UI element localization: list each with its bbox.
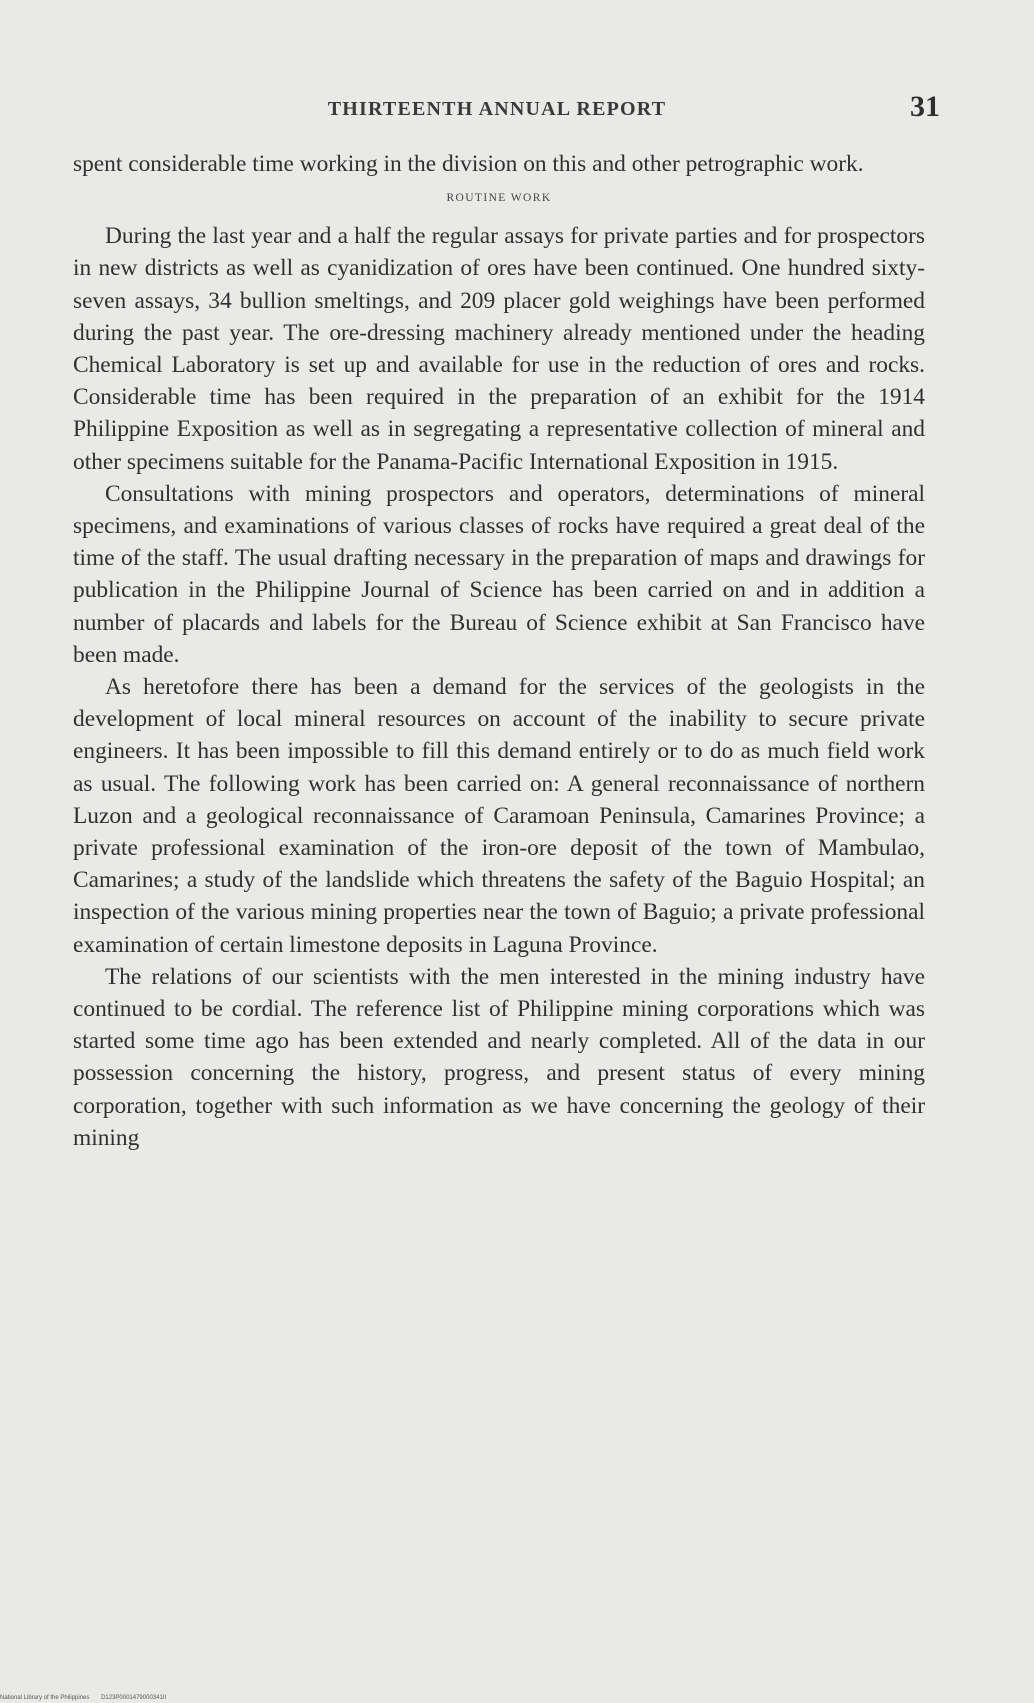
section-heading: ROUTINE WORK: [446, 192, 552, 205]
paragraph-continued: spent considerable time working in the division on this and other petrographic work.: [73, 151, 864, 177]
running-head: THIRTEENTH ANNUAL REPORT: [327, 98, 667, 120]
footer-id: D123P0001479000341II: [101, 1695, 167, 1701]
scan-footer: [0, 1695, 176, 1701]
paragraph: The relations of our scientists with the men interested in the mining industry have continued to be cordial. The reference list of Philippine mining corporations which was started some time ago has been extended and nearly completed. All of the data in our possession concerning the history, progress, and present status of every mining corporation, together with such information as we have concerning the geology of their mining: [73, 963, 925, 1151]
paragraph: During the last year and a half the regular assays for private parties and for prospectors in new districts as well as cyanidization of ores have been continued. One hundred sixty-seven assays, 34 bullion smeltings, and 209 placer gold weighings have been performed during the past year. The ore-dressing machinery already mentioned under the heading Chemical Laboratory is set up and available for use in the reduction of ores and rocks. Considerable time has been required in the preparation of an exhibit for the 1914 Philippine Exposition as well as in segregating a representative collection of mineral and other specimens suitable for the Panama-Pacific International Exposition in 1915.: [73, 223, 925, 475]
paragraph: As heretofore there has been a demand for the services of the geologists in the development of local mineral resources on account of the inability to secure private engineers. It has been impossible to fill this demand entirely or to do as much field work as usual. The following work has been carried on: A general reconnaissance of northern Luzon and a geological reconnaissance of Caramoan Peninsula, Camarines Province; a private professional examination of the iron-ore deposit of the town of Mambulao, Camarines; a study of the landslide which threatens the safety of the Baguio Hospital; an inspection of the various mining properties near the town of Baguio; a private professional examination of certain limestone deposits in Laguna Province.: [73, 674, 925, 958]
page-body: [73, 148, 925, 1154]
footer-library: National Library of the Philippines: [0, 1695, 90, 1701]
paragraph: Consultations with mining prospectors and operators, determinations of mineral specimens, and examinations of various classes of rocks have required a great deal of the time of the staff. The usual drafting necessary in the preparation of maps and drawings for publication in the Philippine Journal of Science has been carried on and in addition a number of placards and labels for the Bureau of Science exhibit at San Francisco have been made.: [73, 480, 925, 668]
page-header: [72, 90, 940, 132]
page-number: 31: [910, 90, 940, 123]
